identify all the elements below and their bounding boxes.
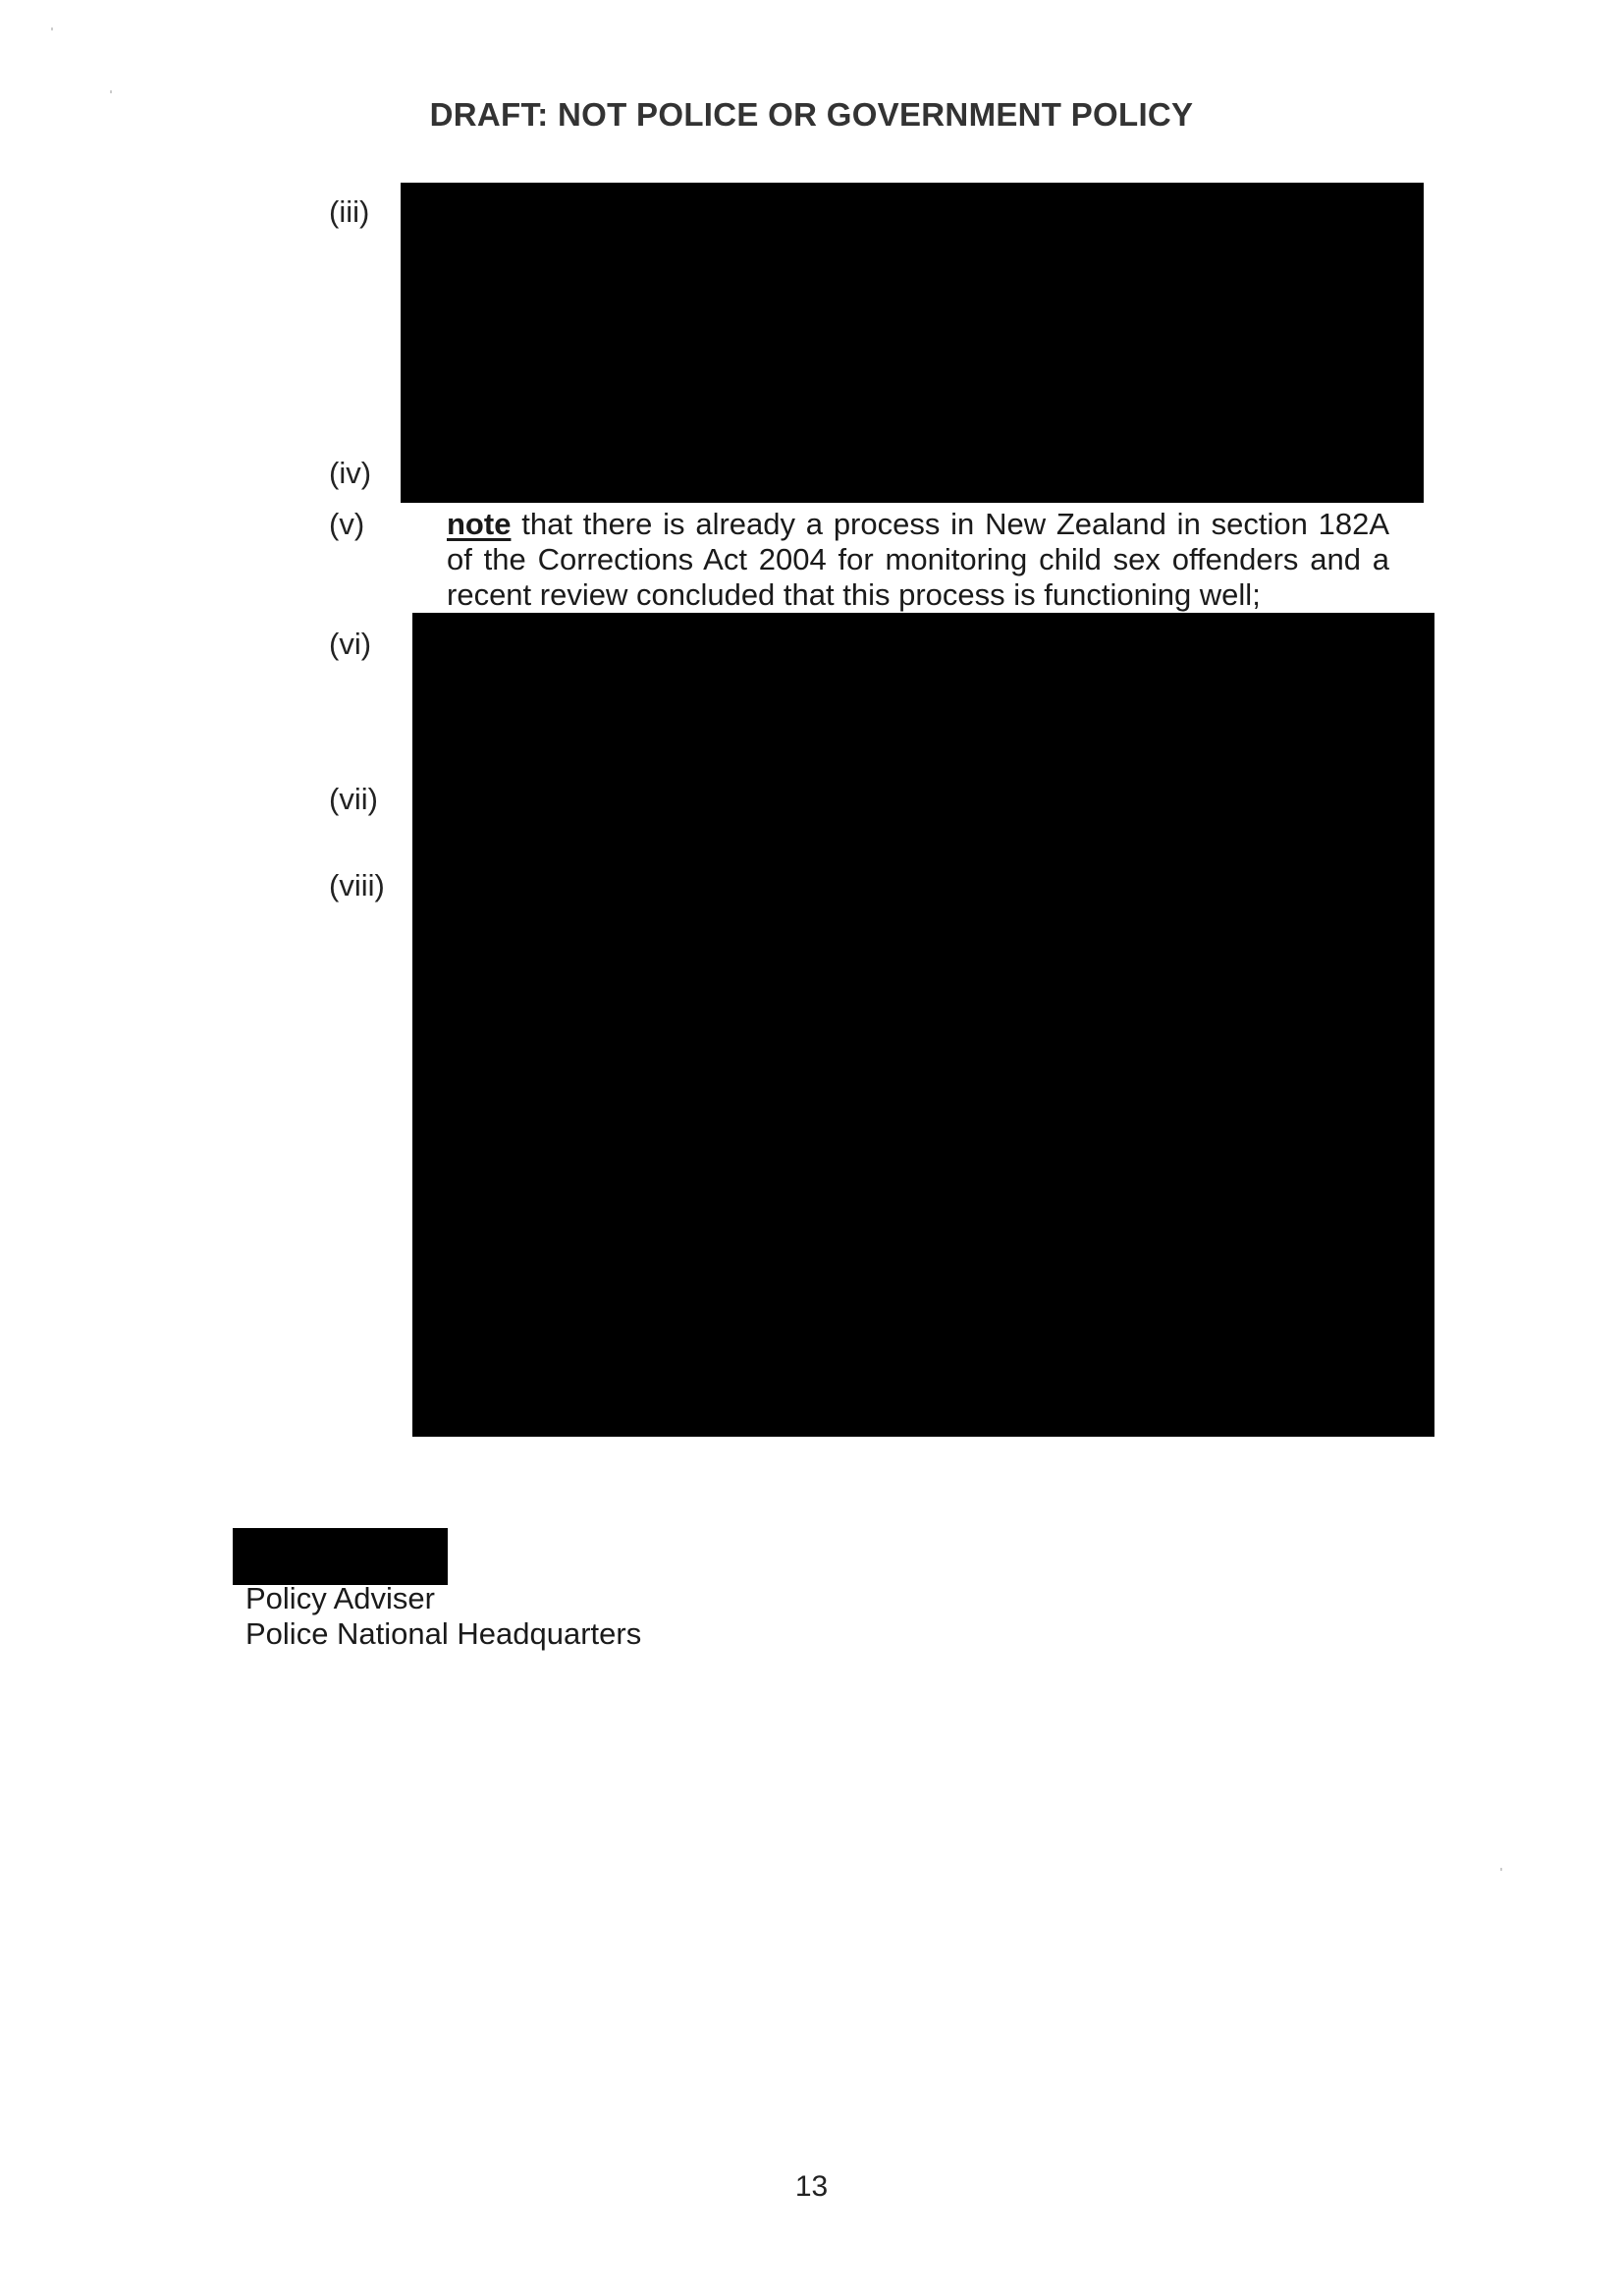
item-marker-vii: (vii) — [329, 782, 378, 816]
item-marker-vi: (vi) — [329, 627, 372, 661]
redaction-block-vi-viii — [412, 613, 1434, 1437]
recommendation-v-text: that there is already a process in New Zealand in section 182A of the Corrections Act 2004 for monitoring child sex offenders and a recent review concluded that this process is functioning well; — [447, 507, 1389, 612]
scan-speck — [1500, 1868, 1502, 1871]
item-marker-v: (v) — [329, 507, 365, 541]
redaction-block-iii-iv — [401, 183, 1424, 503]
item-marker-iv: (iv) — [329, 456, 372, 490]
page-header-title: DRAFT: NOT POLICE OR GOVERNMENT POLICY — [429, 96, 1194, 133]
recommendation-v-keyword: note — [447, 507, 512, 541]
redaction-block-signatory-name — [233, 1528, 448, 1585]
signatory-role: Policy Adviser — [245, 1581, 435, 1615]
item-marker-iii: (iii) — [329, 194, 370, 229]
item-marker-viii: (viii) — [329, 868, 385, 902]
page-number: 13 — [794, 2170, 829, 2203]
scan-speck — [51, 27, 53, 30]
signature-block — [245, 1581, 641, 1652]
recommendation-v-paragraph — [447, 507, 1389, 613]
signatory-organisation: Police National Headquarters — [245, 1616, 642, 1651]
scan-speck — [110, 90, 112, 93]
